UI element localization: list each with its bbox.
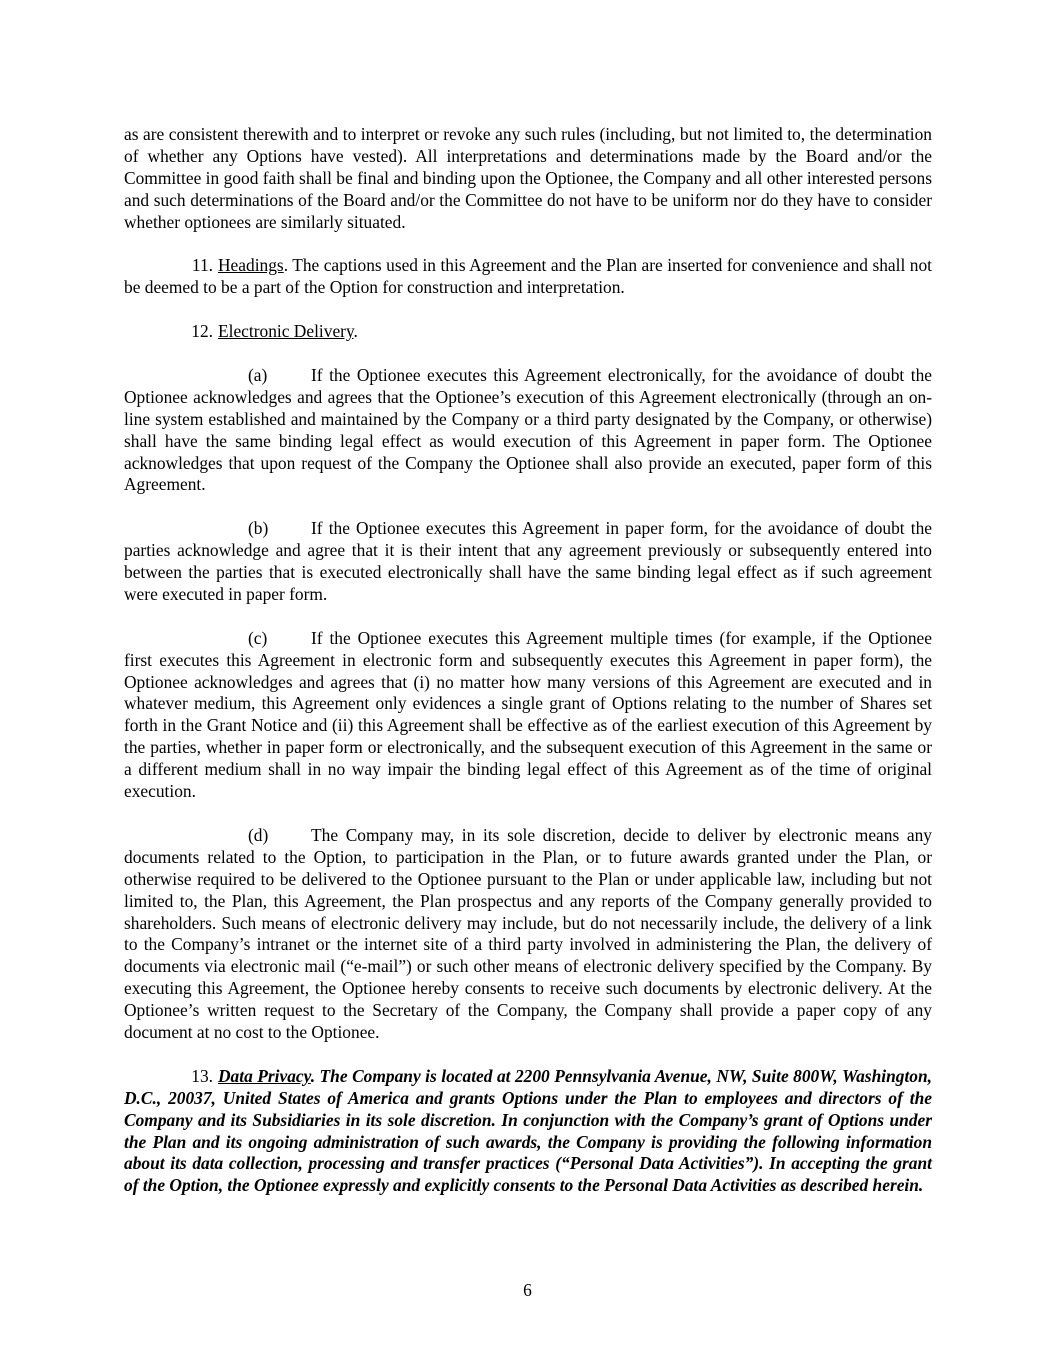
section-13 <box>124 1066 932 1197</box>
section-12-number: 12. <box>191 321 213 342</box>
subsection-a-text: If the Optionee executes this Agreement electronically, for the avoidance of doubt the Optionee acknowledges and agrees that the Optionee’s execution of this Agreement electronically (through an on-line system established and maintained by the Company or a third party designated by the Company, or otherwise) shall have the same binding legal effect as would execution of this Agreement in paper form. The Optionee acknowledges that upon request of the Company the Optionee shall also provide an executed, paper form of this Agreement. <box>124 364 932 495</box>
section-13-number: 13. <box>191 1065 213 1086</box>
section-12 <box>124 321 932 343</box>
subsection-a <box>124 365 932 496</box>
subsection-d-label: (d) <box>248 824 269 845</box>
continuation-paragraph: as are consistent therewith and to interpret or revoke any such rules (including, but not limited to, the determination of whether any Options have vested). All interpretations and determinations made by the Board and/or the Committee in good faith shall be final and binding upon the Optionee, the Company and all other interested persons and such determinations of the Board and/or the Committee do not have to be uniform nor do they have to consider whether optionees are similarly situated. <box>124 124 932 232</box>
document-page <box>124 124 932 1197</box>
section-11-heading: Headings <box>218 255 284 276</box>
section-12-heading: Electronic Delivery <box>218 321 354 342</box>
section-12-heading-suffix: . <box>353 321 358 342</box>
section-13-heading: Data Privacy <box>218 1065 311 1086</box>
subsection-d-text: The Company may, in its sole discretion, decide to deliver by electronic means any documents related to the Option, to participation in the Plan, or to future awards granted under the Plan, or otherwise required to be delivered to the Optionee pursuant to the Plan or under applicable law, including but not limited to, the Plan, this Agreement, the Plan prospectus and any reports of the Company generally provided to shareholders. Such means of electronic delivery may include, but do not necessarily include, the delivery of a link to the Company’s intranet or the internet site of a third party involved in administering the Plan, the delivery of documents via electronic mail (“e-mail”) or such other means of electronic delivery specified by the Company. By executing this Agreement, the Optionee hereby consents to receive such documents by electronic delivery. At the Optionee’s written request to the Secretary of the Company, the Company shall provide a paper copy of any document at no cost to the Optionee. <box>124 824 932 1043</box>
subsection-b <box>124 518 932 606</box>
subsection-b-text: If the Optionee executes this Agreement in paper form, for the avoidance of doubt the parties acknowledge and agree that it is their intent that any agreement previously or subsequently entered into between the parties that is executed electronically shall have the same binding legal effect as if such agreement were executed in paper form. <box>124 518 932 604</box>
section-11-number: 11. <box>191 255 213 276</box>
section-11-text: . The captions used in this Agreement and the Plan are inserted for convenience and shall not be deemed to be a part of the Option for construction and interpretation. <box>124 255 932 298</box>
section-11 <box>124 255 932 299</box>
section-13-text: . The Company is located at 2200 Pennsylvania Avenue, NW, Suite 800W, Washington, D.C., 20037, United States of America and grants Options under the Plan to employees and directors of the Company and its Subsidiaries in its sole discretion. In conjunction with the Company’s grant of Options under the Plan and its ongoing administration of such awards, the Company is providing the following information about its data collection, processing and transfer practices (“Personal Data Activities”). In accepting the grant of the Option, the Optionee expressly and explicitly consents to the Personal Data Activities as described herein. <box>124 1065 932 1196</box>
subsection-a-label: (a) <box>248 364 268 385</box>
page-number: 6 <box>523 1280 532 1300</box>
subsection-c <box>124 628 932 803</box>
subsection-d <box>124 825 932 1044</box>
subsection-b-label: (b) <box>248 518 269 539</box>
subsection-c-text: If the Optionee executes this Agreement multiple times (for example, if the Optionee first executes this Agreement in electronic form and subsequently executes this Agreement in paper form), the Optionee acknowledges and agrees that (i) no matter how many versions of this Agreement are executed and in whatever medium, this Agreement only evidences a single grant of Options relating to the number of Shares set forth in the Grant Notice and (ii) this Agreement shall be effective as of the earliest execution of this Agreement by the parties, whether in paper form or electronically, and the subsequent execution of this Agreement in the same or a different medium shall in no way impair the binding legal effect of this Agreement as of the time of original execution. <box>124 627 932 802</box>
subsection-c-label: (c) <box>248 627 268 648</box>
